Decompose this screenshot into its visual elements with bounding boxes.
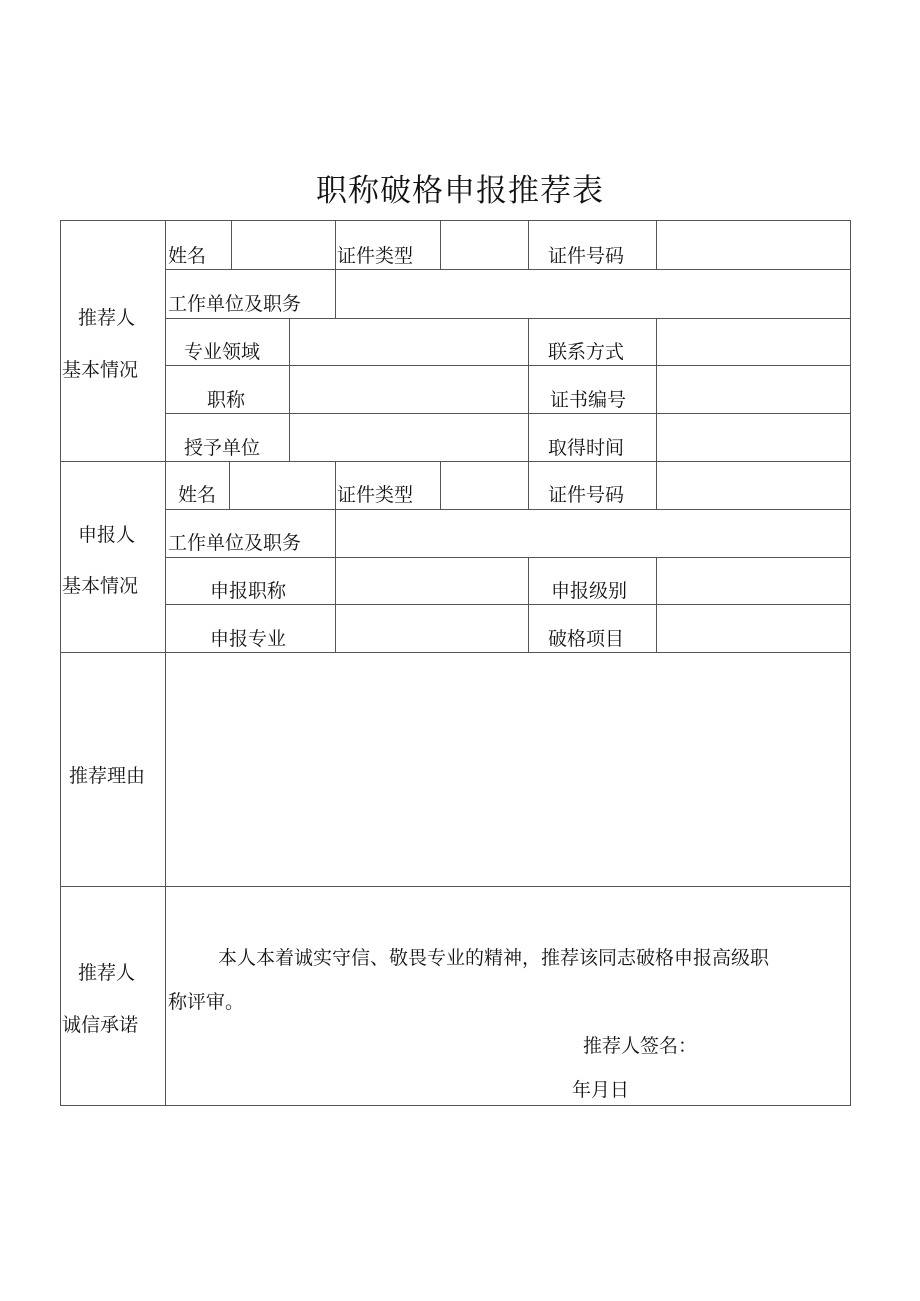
reason-text-area[interactable] bbox=[166, 653, 850, 886]
pledge-text-line2: 称评审。 bbox=[168, 991, 245, 1013]
date-label: 年月日 bbox=[572, 1079, 630, 1101]
applicant-level-field[interactable] bbox=[657, 558, 850, 604]
applicant-work-unit-field[interactable] bbox=[336, 510, 850, 557]
pledge-header-line1: 推荐人 bbox=[78, 962, 136, 984]
recommender-id-number-field[interactable] bbox=[657, 221, 850, 269]
recommender-id-type-field[interactable] bbox=[441, 221, 528, 269]
col-line bbox=[528, 220, 529, 270]
recommender-name-field[interactable] bbox=[232, 221, 335, 269]
recommender-title-label: 职称 bbox=[207, 389, 246, 411]
section-divider-3 bbox=[60, 886, 851, 887]
applicant-title-field[interactable] bbox=[336, 558, 528, 604]
recommender-specialty-field[interactable] bbox=[290, 319, 528, 365]
applicant-specialty-field[interactable] bbox=[336, 605, 528, 652]
recommender-granting-unit-field[interactable] bbox=[290, 414, 528, 461]
recommender-work-unit-label: 工作单位及职务 bbox=[168, 293, 302, 315]
form-title: 职称破格申报推荐表 bbox=[316, 173, 604, 209]
applicant-header-line1: 申报人 bbox=[78, 524, 136, 546]
recommender-work-unit-field[interactable] bbox=[336, 270, 850, 318]
recommender-id-number-label: 证件号码 bbox=[548, 245, 625, 267]
applicant-header-line2: 基本情况 bbox=[62, 575, 139, 597]
recommender-header-line2: 基本情况 bbox=[62, 359, 139, 381]
signature-field[interactable] bbox=[700, 1030, 840, 1060]
recommender-title-field[interactable] bbox=[290, 366, 528, 413]
applicant-level-label: 申报级别 bbox=[551, 580, 628, 602]
applicant-exception-item-label: 破格项目 bbox=[548, 628, 625, 650]
applicant-id-number-field[interactable] bbox=[657, 462, 850, 509]
recommender-header-line1: 推荐人 bbox=[78, 307, 136, 329]
pledge-header-line2: 诚信承诺 bbox=[62, 1014, 139, 1036]
col-line bbox=[528, 461, 529, 510]
recommender-certificate-no-label: 证书编号 bbox=[550, 389, 627, 411]
col-line bbox=[528, 557, 529, 653]
applicant-id-type-label: 证件类型 bbox=[337, 484, 414, 506]
recommender-contact-label: 联系方式 bbox=[548, 341, 625, 363]
table-border-left bbox=[60, 220, 61, 1106]
col-line bbox=[528, 318, 529, 462]
applicant-title-label: 申报职称 bbox=[210, 580, 287, 602]
applicant-work-unit-label: 工作单位及职务 bbox=[168, 532, 302, 554]
recommender-name-label: 姓名 bbox=[168, 245, 207, 267]
recommender-specialty-label: 专业领域 bbox=[184, 341, 261, 363]
applicant-id-number-label: 证件号码 bbox=[548, 484, 625, 506]
pledge-text-line1: 本人本着诚实守信、敬畏专业的精神，推荐该同志破格申报高级职 bbox=[218, 947, 770, 969]
applicant-specialty-label: 申报专业 bbox=[210, 628, 287, 650]
recommender-obtained-time-label: 取得时间 bbox=[548, 437, 625, 459]
recommender-id-type-label: 证件类型 bbox=[337, 245, 414, 267]
recommender-obtained-time-field[interactable] bbox=[657, 414, 850, 461]
table-border-right bbox=[850, 220, 851, 1106]
recommender-contact-field[interactable] bbox=[657, 319, 850, 365]
applicant-name-label: 姓名 bbox=[178, 484, 217, 506]
signature-label: 推荐人签名： bbox=[583, 1035, 698, 1057]
recommender-granting-unit-label: 授予单位 bbox=[184, 437, 261, 459]
table-border-bottom bbox=[60, 1105, 851, 1106]
applicant-exception-item-field[interactable] bbox=[657, 605, 850, 652]
applicant-id-type-field[interactable] bbox=[441, 462, 528, 509]
recommender-certificate-no-field[interactable] bbox=[657, 366, 850, 413]
reason-header: 推荐理由 bbox=[69, 765, 146, 787]
applicant-name-field[interactable] bbox=[230, 462, 335, 509]
